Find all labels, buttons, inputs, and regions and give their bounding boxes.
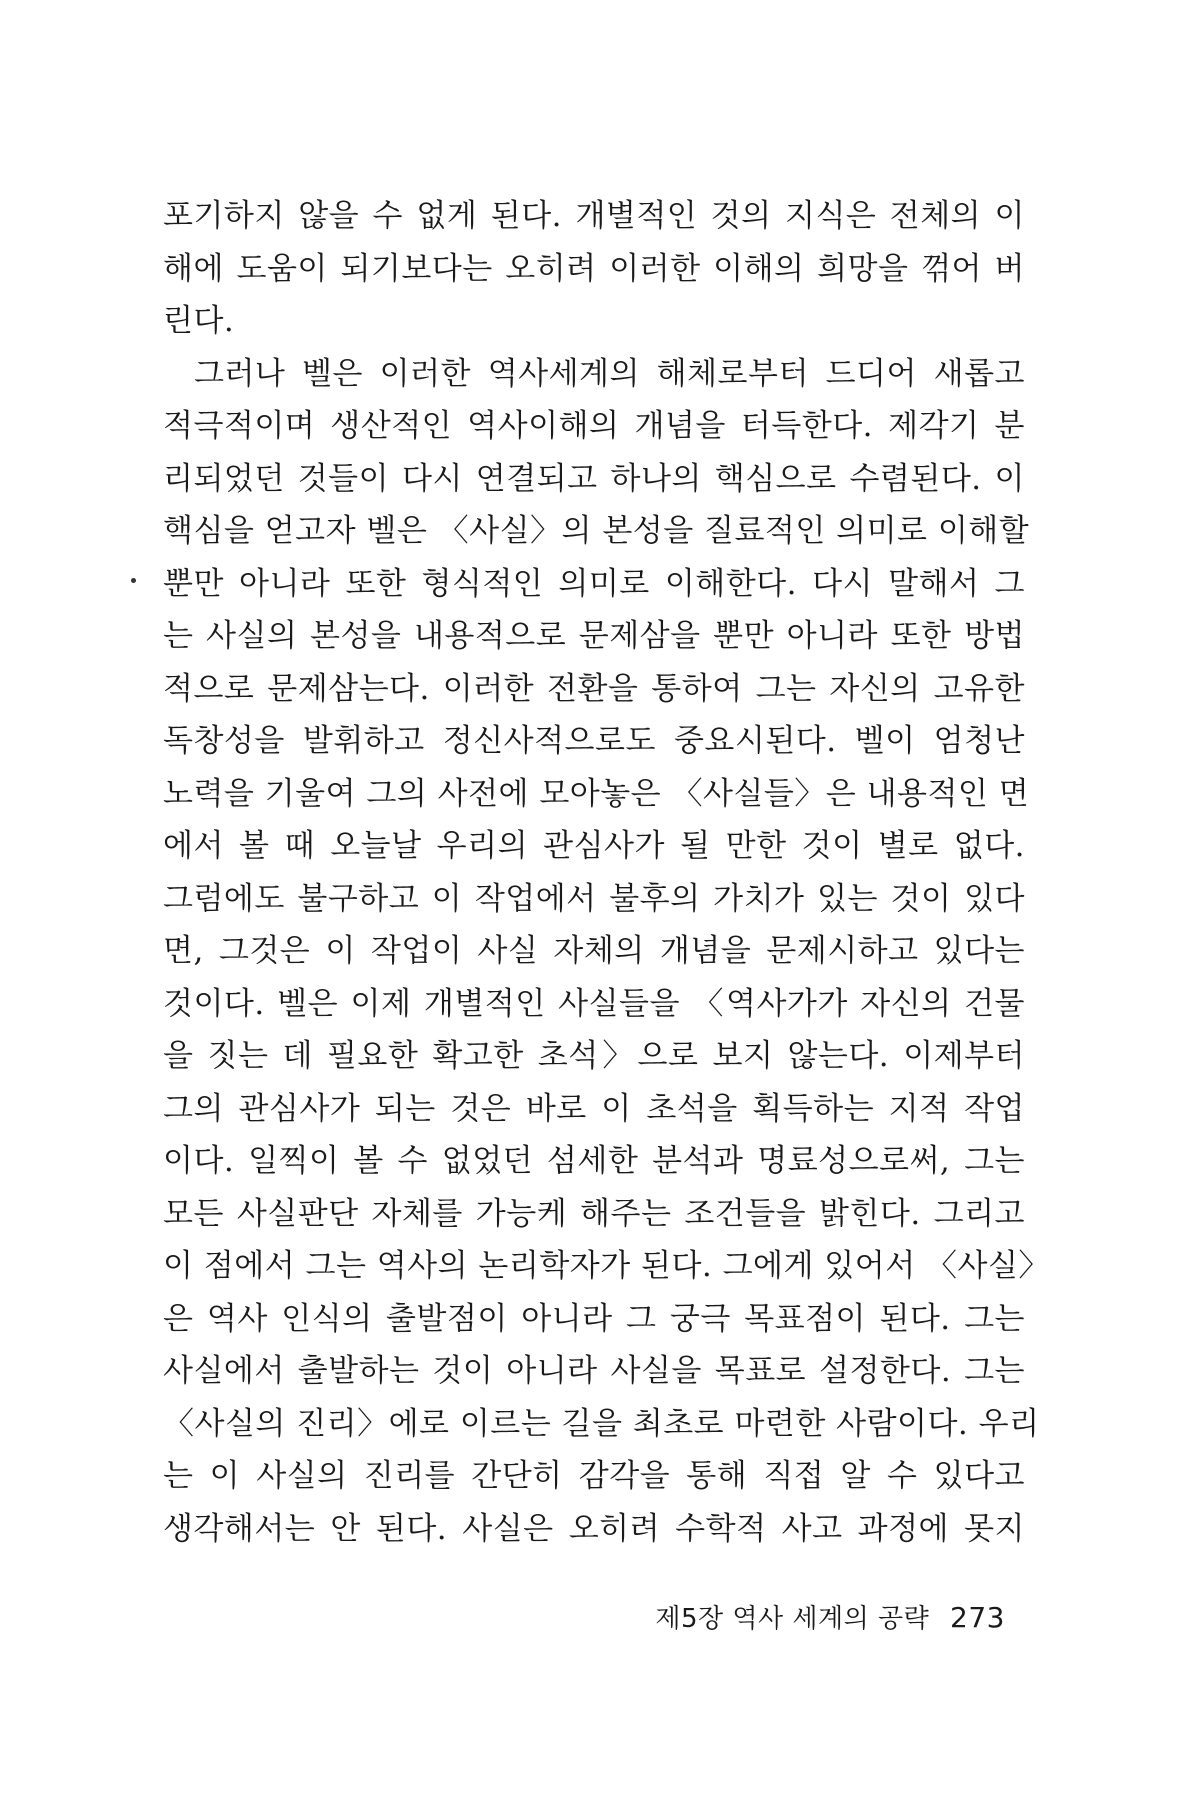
page-footer xyxy=(655,1598,1005,1635)
text-line: 이다. 일찍이 볼 수 없었던 섬세한 분석과 명료성으로써, 그는 xyxy=(163,1143,1025,1179)
stray-ink-mark xyxy=(131,578,136,583)
running-head: 제5장 역사 세계의 공략 xyxy=(655,1604,930,1634)
text-line: 뿐만 아니라 또한 형식적인 의미로 이해한다. 다시 말해서 그 xyxy=(163,565,1025,602)
text-line: 은 역사 인식의 출발점이 아니라 그 궁극 목표점이 된다. 그는 xyxy=(163,1300,1025,1337)
text-line: 는 사실의 본성을 내용적으로 문제삼을 뿐만 아니라 또한 방법 xyxy=(163,618,1025,654)
text-line: 이 점에서 그는 역사의 논리학자가 된다. 그에게 있어서 〈사실〉 xyxy=(163,1248,1050,1284)
text-line: 생각해서는 안 된다. 사실은 오히려 수학적 사고 과정에 못지 xyxy=(163,1510,1025,1547)
text-line: 는 이 사실의 진리를 간단히 감각을 통해 직접 알 수 있다고 xyxy=(163,1458,1025,1494)
text-line: 것이다. 벨은 이제 개별적인 사실들을 〈역사가가 자신의 건물 xyxy=(163,985,1025,1022)
text-line: 그의 관심사가 되는 것은 바로 이 초석을 획득하는 지적 작업 xyxy=(163,1090,1025,1127)
text-line: 그러나 벨은 이러한 역사세계의 해체로부터 드디어 새롭고 xyxy=(194,355,1025,392)
text-line: 그럼에도 불구하고 이 작업에서 불후의 가치가 있는 것이 있다 xyxy=(163,880,1025,917)
text-line: 사실에서 출발하는 것이 아니라 사실을 목표로 설정한다. 그는 xyxy=(163,1353,1025,1389)
text-line: 린다. xyxy=(163,303,235,339)
text-line: 면, 그것은 이 작업이 사실 자체의 개념을 문제시하고 있다는 xyxy=(163,933,1025,969)
text-line: 독창성을 발휘하고 정신사적으로도 중요시된다. 벨이 엄청난 xyxy=(163,723,1025,759)
text-line: 에서 볼 때 오늘날 우리의 관심사가 될 만한 것이 별로 없다. xyxy=(163,828,1025,864)
text-line: 적으로 문제삼는다. 이러한 전환을 통하여 그는 자신의 고유한 xyxy=(163,670,1025,707)
body-text xyxy=(163,190,1050,1555)
text-line: 핵심을 얻고자 벨은 〈사실〉의 본성을 질료적인 의미로 이해할 xyxy=(163,513,1030,549)
text-line: 〈사실의 진리〉에로 이르는 길을 최초로 마련한 사람이다. 우리 xyxy=(163,1405,1040,1442)
text-line: 리되었던 것들이 다시 연결되고 하나의 핵심으로 수렴된다. 이 xyxy=(163,460,1025,497)
text-line: 모든 사실판단 자체를 가능케 해주는 조건들을 밝힌다. 그리고 xyxy=(163,1195,1025,1232)
text-line: 노력을 기울여 그의 사전에 모아놓은 〈사실들〉은 내용적인 면 xyxy=(163,775,1030,812)
page-number: 273 xyxy=(950,1601,1005,1634)
text-line: 적극적이며 생산적인 역사이해의 개념을 터득한다. 제각기 분 xyxy=(163,408,1025,444)
text-line: 포기하지 않을 수 없게 된다. 개별적인 것의 지식은 전체의 이 xyxy=(163,198,1025,234)
text-line: 해에 도움이 되기보다는 오히려 이러한 이해의 희망을 꺾어 버 xyxy=(163,250,1025,287)
text-line: 을 짓는 데 필요한 확고한 초석〉으로 보지 않는다. 이제부터 xyxy=(163,1038,1025,1074)
